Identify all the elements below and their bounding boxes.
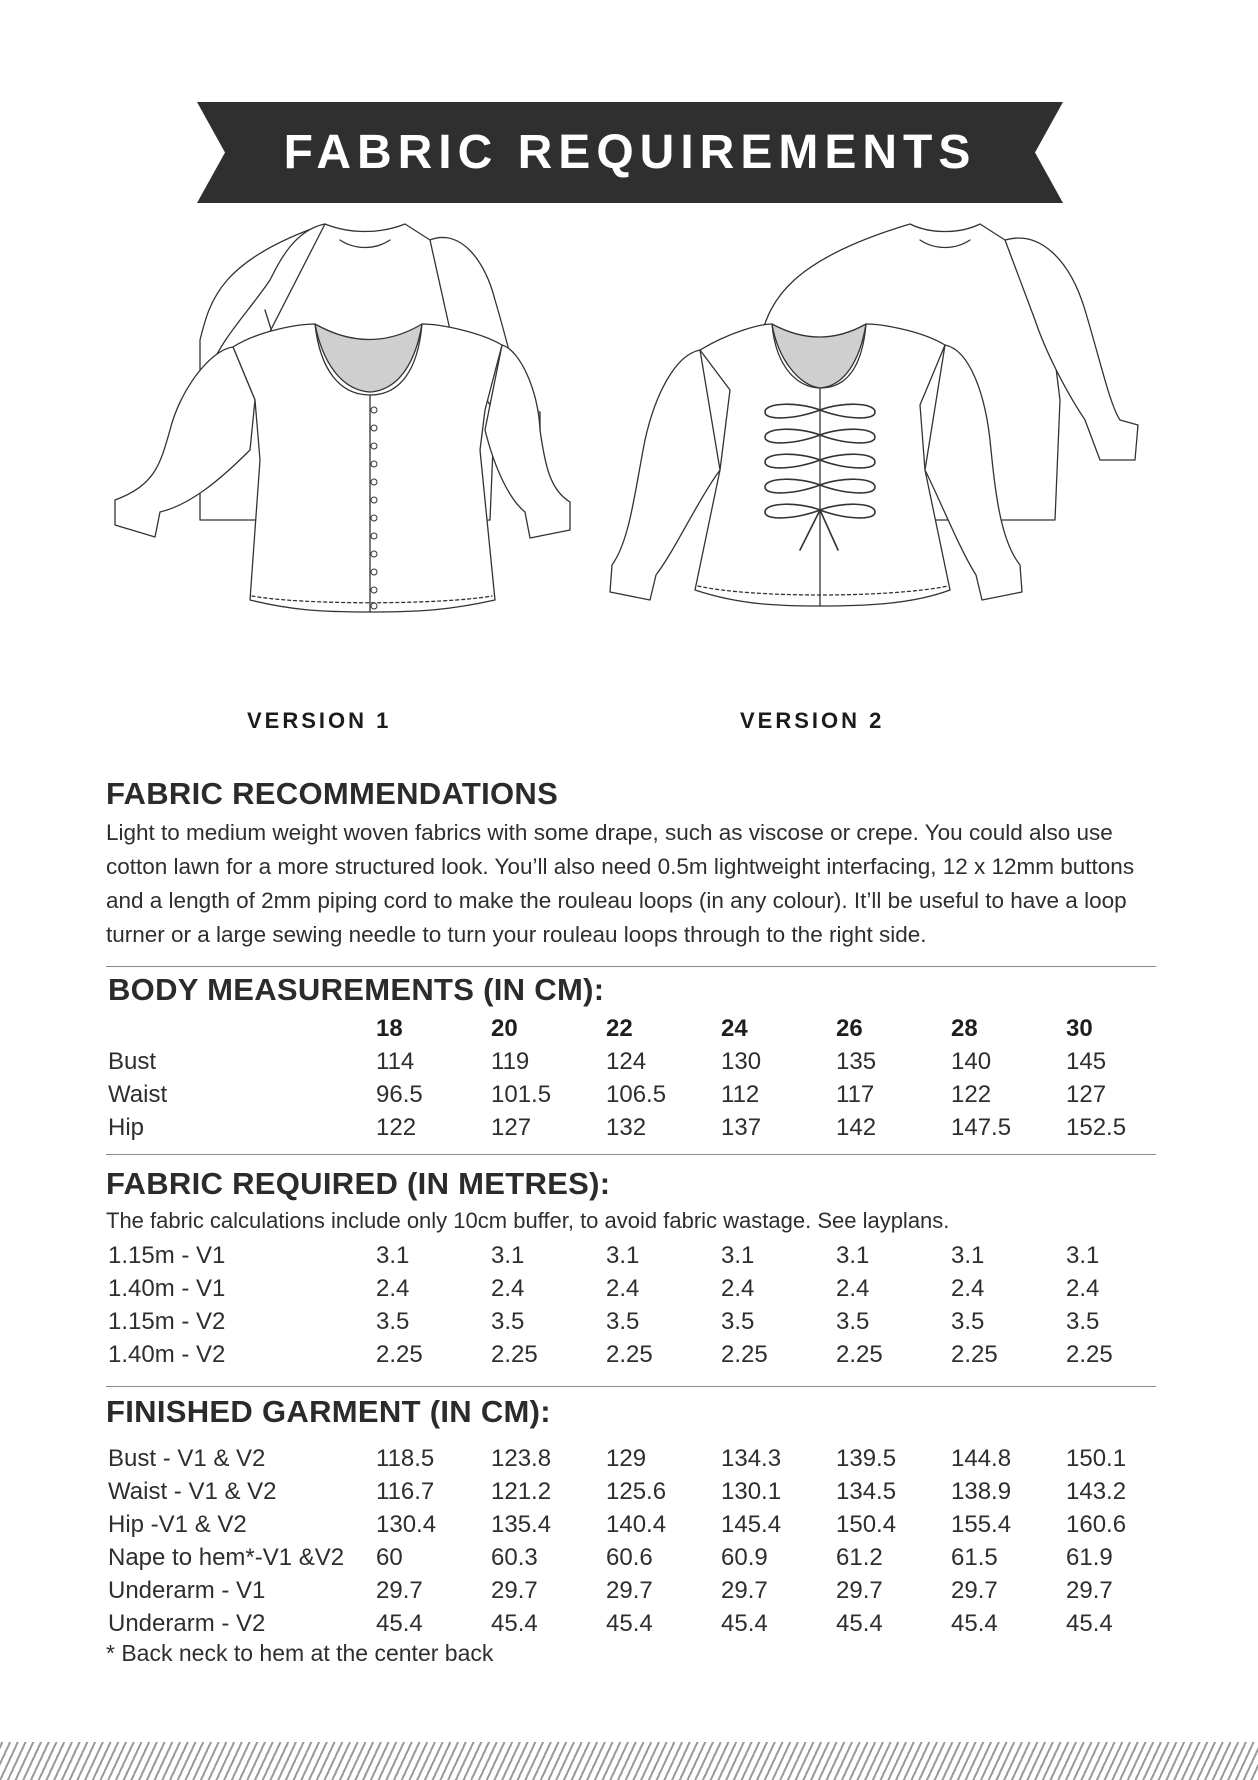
table-cell: 3.5 xyxy=(721,1308,755,1335)
table-cell: 152.5 xyxy=(1066,1114,1127,1141)
table-cell: 138.9 xyxy=(951,1478,1012,1505)
finished-garment-title: FINISHED GARMENT (IN CM): xyxy=(106,1394,551,1429)
table-cell: 144.8 xyxy=(951,1445,1012,1472)
size-header: 18 xyxy=(376,1015,403,1042)
recommendations-line: turner or a large sewing needle to turn your rouleau loops through to the right side. xyxy=(106,922,927,947)
size-header: 30 xyxy=(1066,1015,1093,1042)
table-cell: 2.4 xyxy=(721,1275,755,1302)
row-label: Underarm - V1 xyxy=(108,1577,266,1604)
table-cell: 160.6 xyxy=(1066,1511,1127,1538)
table-cell: 135 xyxy=(836,1048,877,1075)
table-cell: 2.25 xyxy=(836,1341,883,1368)
table-cell: 140 xyxy=(951,1048,992,1075)
table-cell: 127 xyxy=(1066,1081,1107,1108)
table-cell: 2.25 xyxy=(376,1341,423,1368)
table-cell: 45.4 xyxy=(491,1610,538,1637)
table-cell: 2.4 xyxy=(606,1275,640,1302)
table-cell: 2.25 xyxy=(721,1341,768,1368)
table-cell: 60.9 xyxy=(721,1544,768,1571)
table-cell: 145 xyxy=(1066,1048,1107,1075)
table-cell: 124 xyxy=(606,1048,647,1075)
row-label: Bust - V1 & V2 xyxy=(108,1445,266,1472)
table-cell: 137 xyxy=(721,1114,762,1141)
table-cell: 2.25 xyxy=(606,1341,653,1368)
row-label: Waist - V1 & V2 xyxy=(108,1478,277,1505)
table-cell: 118.5 xyxy=(376,1445,435,1472)
section-divider xyxy=(106,966,1156,967)
table-cell: 150.4 xyxy=(836,1511,897,1538)
table-row xyxy=(106,1111,1176,1144)
table-cell: 3.1 xyxy=(951,1242,985,1269)
table-cell: 29.7 xyxy=(1066,1577,1113,1604)
table-cell: 3.1 xyxy=(376,1242,410,1269)
table-cell: 140.4 xyxy=(606,1511,667,1538)
footnote: * Back neck to hem at the center back xyxy=(106,1640,494,1666)
table-cell: 132 xyxy=(606,1114,647,1141)
table-cell: 116.7 xyxy=(376,1478,435,1505)
table-cell: 155.4 xyxy=(951,1511,1012,1538)
recommendations-title: FABRIC RECOMMENDATIONS xyxy=(106,776,559,811)
table-row xyxy=(106,1045,1176,1078)
table-cell: 3.5 xyxy=(1066,1308,1100,1335)
table-row xyxy=(106,1475,1176,1508)
title-banner xyxy=(197,102,1063,203)
table-cell: 29.7 xyxy=(836,1577,883,1604)
fabric-required-note: The fabric calculations include only 10cm buffer, to avoid fabric wastage. See layplans. xyxy=(106,1208,950,1233)
version-1-label: VERSION 1 xyxy=(247,708,392,733)
table-cell: 122 xyxy=(951,1081,992,1108)
table-cell: 29.7 xyxy=(606,1577,653,1604)
table-cell: 45.4 xyxy=(951,1610,998,1637)
table-row xyxy=(106,1338,1176,1371)
table-cell: 2.25 xyxy=(491,1341,538,1368)
table-cell: 2.4 xyxy=(491,1275,525,1302)
size-header: 26 xyxy=(836,1015,863,1042)
table-cell: 121.2 xyxy=(491,1478,552,1505)
row-label: Hip xyxy=(108,1114,145,1141)
table-row xyxy=(106,1305,1176,1338)
table-cell: 45.4 xyxy=(376,1610,423,1637)
table-cell: 96.5 xyxy=(376,1081,423,1108)
row-label: Underarm - V2 xyxy=(108,1610,266,1637)
version-2-front-view xyxy=(610,324,1022,606)
table-cell: 130.4 xyxy=(376,1511,437,1538)
table-cell: 2.25 xyxy=(1066,1341,1113,1368)
table-row xyxy=(106,1541,1176,1574)
table-cell: 130 xyxy=(721,1048,762,1075)
table-cell: 112 xyxy=(721,1081,760,1108)
table-cell: 29.7 xyxy=(376,1577,423,1604)
table-cell: 3.5 xyxy=(951,1308,985,1335)
table-cell: 3.1 xyxy=(606,1242,640,1269)
table-cell: 3.1 xyxy=(1066,1242,1100,1269)
table-cell: 61.5 xyxy=(951,1544,998,1571)
table-cell: 135.4 xyxy=(491,1511,552,1538)
table-cell: 3.5 xyxy=(836,1308,870,1335)
table-cell: 60.3 xyxy=(491,1544,538,1571)
table-cell: 45.4 xyxy=(606,1610,653,1637)
table-cell: 127 xyxy=(491,1114,532,1141)
table-row xyxy=(106,1508,1176,1541)
table-cell: 114 xyxy=(376,1048,415,1075)
table-row xyxy=(106,1442,1176,1475)
table-cell: 134.3 xyxy=(721,1445,782,1472)
table-cell: 134.5 xyxy=(836,1478,897,1505)
row-label: Waist xyxy=(108,1081,168,1108)
table-cell: 145.4 xyxy=(721,1511,782,1538)
version-2-label: VERSION 2 xyxy=(740,708,885,733)
table-cell: 61.9 xyxy=(1066,1544,1113,1571)
table-cell: 119 xyxy=(491,1048,530,1075)
table-cell: 147.5 xyxy=(951,1114,1012,1141)
page-title: FABRIC REQUIREMENTS xyxy=(283,126,977,179)
table-cell: 61.2 xyxy=(836,1544,883,1571)
table-cell: 60.6 xyxy=(606,1544,653,1571)
table-cell: 117 xyxy=(836,1081,875,1108)
recommendations-line: Light to medium weight woven fabrics with some drape, such as viscose or crepe. You could also use xyxy=(106,820,1113,845)
row-label: 1.15m - V2 xyxy=(108,1308,226,1335)
table-cell: 45.4 xyxy=(1066,1610,1113,1637)
table-cell: 29.7 xyxy=(721,1577,768,1604)
table-row xyxy=(106,1574,1176,1607)
table-cell: 2.4 xyxy=(1066,1275,1100,1302)
striped-footer-band xyxy=(0,1742,1258,1780)
recommendations-line: and a length of 2mm piping cord to make the rouleau loops (in any colour). It’ll be useful to have a loop xyxy=(106,888,1127,913)
version-1-front-view xyxy=(115,324,570,612)
table-cell: 125.6 xyxy=(606,1478,667,1505)
fabric-required-title: FABRIC REQUIRED (IN METRES): xyxy=(106,1166,611,1201)
recommendations-text xyxy=(106,816,1166,952)
table-row xyxy=(106,1272,1176,1305)
table-cell: 2.25 xyxy=(951,1341,998,1368)
row-label: 1.40m - V2 xyxy=(108,1341,226,1368)
table-row xyxy=(106,1239,1176,1272)
table-cell: 142 xyxy=(836,1114,877,1141)
table-cell: 143.2 xyxy=(1066,1478,1127,1505)
table-cell: 29.7 xyxy=(951,1577,998,1604)
row-label: Nape to hem*-V1 &V2 xyxy=(108,1544,345,1571)
size-header: 22 xyxy=(606,1015,633,1042)
table-cell: 3.1 xyxy=(491,1242,525,1269)
table-cell: 60 xyxy=(376,1544,403,1571)
table-cell: 3.5 xyxy=(606,1308,640,1335)
size-header: 20 xyxy=(491,1015,518,1042)
table-cell: 29.7 xyxy=(491,1577,538,1604)
table-cell: 3.5 xyxy=(491,1308,525,1335)
section-divider xyxy=(106,1154,1156,1155)
fabric-required-table xyxy=(106,1239,1176,1371)
row-label: 1.15m - V1 xyxy=(108,1242,226,1269)
size-header-row xyxy=(106,1012,1176,1045)
recommendations-line: cotton lawn for a more structured look. You’ll also need 0.5m lightweight interfacing, 12 x 12mm buttons xyxy=(106,854,1135,879)
table-row xyxy=(106,1078,1176,1111)
row-label: Hip -V1 & V2 xyxy=(108,1511,247,1538)
row-label: Bust xyxy=(108,1048,157,1075)
table-cell: 45.4 xyxy=(836,1610,883,1637)
table-cell: 2.4 xyxy=(951,1275,985,1302)
table-cell: 150.1 xyxy=(1066,1445,1127,1472)
garment-illustrations xyxy=(100,220,1160,700)
finished-garment-table xyxy=(106,1442,1176,1640)
table-cell: 2.4 xyxy=(836,1275,870,1302)
table-cell: 3.5 xyxy=(376,1308,410,1335)
table-cell: 3.1 xyxy=(836,1242,870,1269)
table-cell: 139.5 xyxy=(836,1445,897,1472)
table-cell: 45.4 xyxy=(721,1610,768,1637)
table-cell: 123.8 xyxy=(491,1445,552,1472)
size-header: 24 xyxy=(721,1015,748,1042)
table-cell: 130.1 xyxy=(721,1478,782,1505)
table-cell: 129 xyxy=(606,1445,647,1472)
body-measurements-title: BODY MEASUREMENTS (IN CM): xyxy=(108,972,605,1007)
body-measurements-table xyxy=(106,1012,1176,1144)
table-cell: 2.4 xyxy=(376,1275,410,1302)
table-row xyxy=(106,1607,1176,1640)
table-cell: 3.1 xyxy=(721,1242,755,1269)
row-label: 1.40m - V1 xyxy=(108,1275,226,1302)
table-cell: 106.5 xyxy=(606,1081,667,1108)
table-cell: 101.5 xyxy=(491,1081,552,1108)
size-header: 28 xyxy=(951,1015,978,1042)
section-divider xyxy=(106,1386,1156,1387)
table-cell: 122 xyxy=(376,1114,417,1141)
